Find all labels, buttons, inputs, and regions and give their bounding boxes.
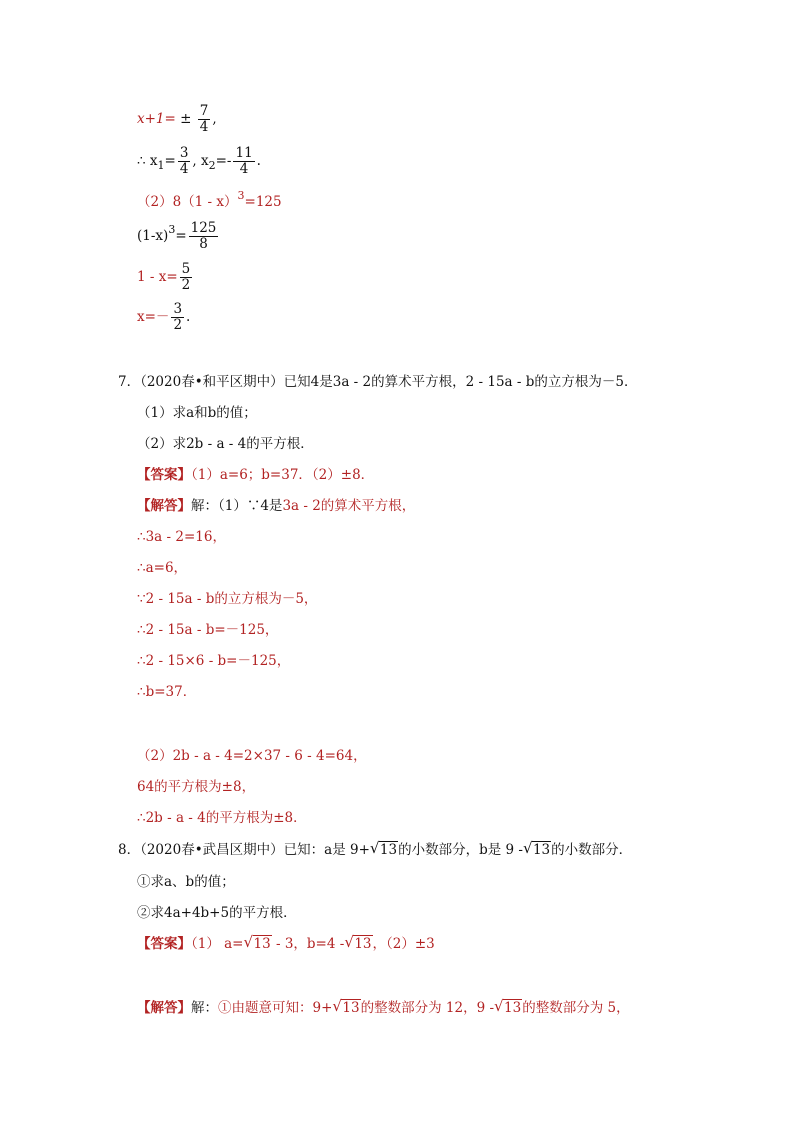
q7-answer: [137, 465, 374, 485]
q7-step: ∴a=6，: [137, 560, 188, 576]
q7-step: ∵2 - 15a - b的立方根为－5，: [137, 591, 318, 607]
q7-part-2: （2）求2b - a - 4的平方根．: [137, 436, 314, 452]
q7-stem: 7．（2020春•和平区期中）已知4是3a - 2的算术平方根，2 - 15a - b的立方根为－5．: [118, 374, 638, 390]
q7-step: （2）2b - a - 4=2×37 - 6 - 4=64，: [137, 748, 367, 764]
eq-line-3: （2）8（1 - x）$^3$=125: [137, 189, 282, 210]
answer-tag: 【答案】: [137, 936, 191, 952]
solution-tag: 【解答】: [137, 1000, 191, 1016]
q7-step: ∴2b - a - 4的平方根为±8．: [137, 810, 307, 826]
fraction: $\frac{11}{4}$: [235, 145, 253, 177]
sqrt: √ 13: [332, 997, 360, 1016]
eq-line-2: ∴ $x_1=$ $\frac{3}{4}$ , $x_2=-$ $\frac{11}{4}$ .: [137, 145, 261, 177]
q8-part-2: ②求4a+4b+5的平方根．: [137, 905, 297, 921]
q7-step: ∴3a - 2=16，: [137, 529, 226, 545]
q7-step: ∴2 - 15a - b=－125，: [137, 622, 279, 638]
q8-part-1: ①求a、b的值；: [137, 874, 235, 890]
eq-line-6: x=－ $\frac{3}{2}$ .: [137, 301, 191, 333]
q8-answer: 【答案】（1） a= √ 13 - 3，b=4 - √ 13，（2）±3: [137, 933, 435, 952]
sqrt: √ 13: [494, 997, 522, 1016]
answer-text: （1）a=6；b=37．（2）±8．: [191, 467, 375, 483]
q7-step: ∴b=37．: [137, 684, 197, 700]
answer-tag: 【答案】: [137, 467, 191, 483]
fraction: $\frac{3}{2}$: [173, 301, 183, 333]
eq-line-4: $(1-x)^3=$ $\frac{125}{8}$: [137, 220, 217, 252]
q8-solution: 【解答】解：①由题意可知：9+ √ 13的整数部分为 12，9 - √ 13的整数部分为 5，: [137, 997, 630, 1016]
solution-tag: 【解答】: [137, 498, 191, 514]
sqrt: √ 13: [243, 933, 271, 952]
q7-part-1: （1）求a和b的值；: [137, 405, 257, 421]
plus-minus: ±: [180, 111, 192, 127]
eq-line-5: 1 - x= $\frac{5}{2}$: [137, 261, 191, 293]
q7-solution: 【解答】解：（1）∵4是3a - 2的算术平方根，: [137, 498, 416, 514]
sqrt: √ 13: [522, 839, 551, 858]
fraction: $\frac{3}{4}$: [179, 145, 189, 177]
eq-line-1: x+1= ± $\frac{7}{4}$ ,: [137, 103, 217, 135]
sqrt: √ 13: [344, 933, 372, 952]
q7-step: ∴2 - 15×6 - b=－125，: [137, 653, 291, 669]
fraction: $\frac{5}{2}$: [181, 261, 191, 293]
fraction: $\frac{7}{4}$: [199, 103, 209, 135]
q8-stem: 8．（2020春•武昌区期中）已知：a是 9+ √ 13的小数部分，b是 9 - √ 13的小数部分．: [118, 839, 633, 858]
fraction: $\frac{125}{8}$: [190, 220, 217, 252]
sqrt: √ 13: [369, 839, 398, 858]
eq-lhs: x+1=: [137, 111, 176, 127]
q7-step: 64的平方根为±8，: [137, 779, 256, 795]
